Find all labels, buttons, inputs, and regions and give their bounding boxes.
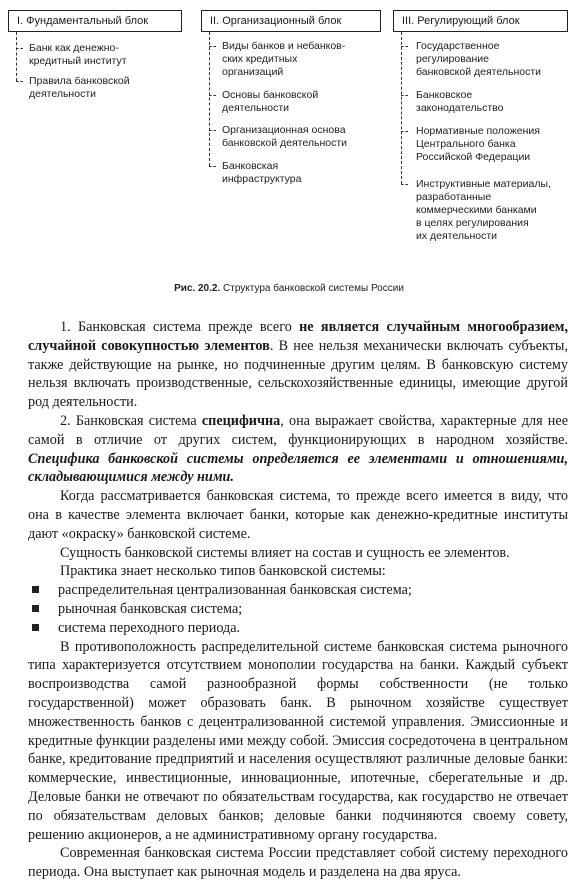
paragraph-1: 1. Банковская система прежде всего не является случайным многообразием, случайной совокупностью элементов. В нее нельзя механически включать субъекты, также действующие на рынке, но подчиненные другим целям. В банковскую систему нельзя включать производственные, сельскохозяйственные единицы, имеющие другой род деятельности. <box>28 319 568 411</box>
connector-branch <box>16 48 23 49</box>
list-item: распределительная централизованная банковская система; <box>28 581 568 600</box>
list-item: система переходного периода. <box>28 619 568 638</box>
connector-branch <box>401 95 408 96</box>
block-regulatory-title: III. Регулирующий блок <box>393 10 568 32</box>
block-organizational-item-2: Основы банковской деятельности <box>222 89 319 114</box>
figure-caption-text: Структура банковской системы России <box>220 283 404 294</box>
bullet-square-icon <box>32 624 39 631</box>
paragraph-4: Сущность банковской системы влияет на состав и сущность ее элементов. <box>60 544 510 561</box>
figure-caption-label: Рис. 20.2. <box>174 283 221 294</box>
emphasis-bold: специфична <box>201 412 281 429</box>
paragraph-3: Когда рассматривается банковская система, то прежде всего имеется в виду, что она в качестве элемента включает банки, которые как денежно-кредитные институты дают «окраску» банковской системе. <box>28 488 568 542</box>
block-regulatory-item-2: Банковское законодательство <box>416 89 504 114</box>
block-fundamental-title: I. Фундаментальный блок <box>8 10 182 32</box>
connector-branch <box>401 46 408 47</box>
block-organizational-item-3: Организационная основа банковской деятельности <box>222 124 348 149</box>
bank-system-diagram <box>0 0 578 270</box>
bullet-square-icon <box>32 586 39 593</box>
connector-branch <box>209 46 216 47</box>
block-organizational-title: II. Организационный блок <box>201 10 381 32</box>
list-item: рыночная банковская система; <box>28 600 568 619</box>
emphasis-bold: не является случайным многообразием, случайной совокупностью элементов <box>28 319 568 354</box>
bullet-square-icon <box>32 605 39 612</box>
connector-branch <box>16 81 23 82</box>
block-fundamental-connector <box>16 32 17 81</box>
block-organizational-item-4: Банковская инфраструктура <box>222 160 302 185</box>
block-fundamental-item-1: Банк как денежно- кредитный институт <box>29 42 127 67</box>
block-regulatory-item-1: Государственное регулирование банковской деятельности <box>416 40 542 78</box>
connector-branch <box>209 130 216 131</box>
block-regulatory-item-3: Нормативные положения Центрального банка Российской Федерации <box>416 125 540 163</box>
block-organizational-item-1: Виды банков и небанков- ских кредитных организаций <box>222 40 346 78</box>
bank-system-types-list <box>28 581 568 637</box>
figure-caption <box>0 283 578 294</box>
emphasis-bold-italic: Специфика банковской системы определяется ее элементами и отношениями, складывающимися между ними. <box>28 450 568 486</box>
connector-branch <box>401 131 408 132</box>
connector-branch <box>401 184 408 185</box>
connector-branch <box>209 166 216 167</box>
paragraph-5: Практика знает несколько типов банковской системы: <box>60 563 386 580</box>
block-regulatory-item-4: Инструктивные материалы, разработанные коммерческими банками в целях регулирования их деятельности <box>416 178 551 242</box>
paragraph-2: 2. Банковская система специфична, она выражает свойства, характерные для нее самой в отличие от других систем, функционирующих в народном хозяйстве. Специфика банковской системы определяется ее элементами и отношениями, складывающимися между ними. <box>28 412 568 486</box>
paragraph-7: Современная банковская система России представляет собой систему переходного периода. Она выступает как рыночная модель и разделена на два яруса. <box>28 845 568 881</box>
body-text <box>28 318 568 882</box>
block-regulatory-connector <box>401 32 402 184</box>
block-fundamental-item-2: Правила банковской деятельности <box>29 75 130 100</box>
block-organizational-connector <box>209 32 210 166</box>
paragraph-6: В противоположность распределительной системе банковская система рыночного типа характеризуется отсутствием монополии государства на банки. Каждый субъект воспроизводства самой разнообразной формы собственности (не только государственной) может образовать банк. В рыночном хозяйстве существует множественность банков с децентрализованной системой управления. Эмиссионные и кредитные функции разделены ими между собой. Эмиссия сосредоточена в центральном банке, кредитование предприятий и населения осуществляют различные деловые банки: коммерческие, инвестиционные, инновационные, ипотечные, сберегательные и др. Деловые банки не отвечают по обязательствам государства, как государство не отвечает по обязательствам деловых банков; деловые банки подчиняются своему совету, решению акционеров, а не административному органу государства. <box>28 638 568 843</box>
connector-branch <box>209 95 216 96</box>
